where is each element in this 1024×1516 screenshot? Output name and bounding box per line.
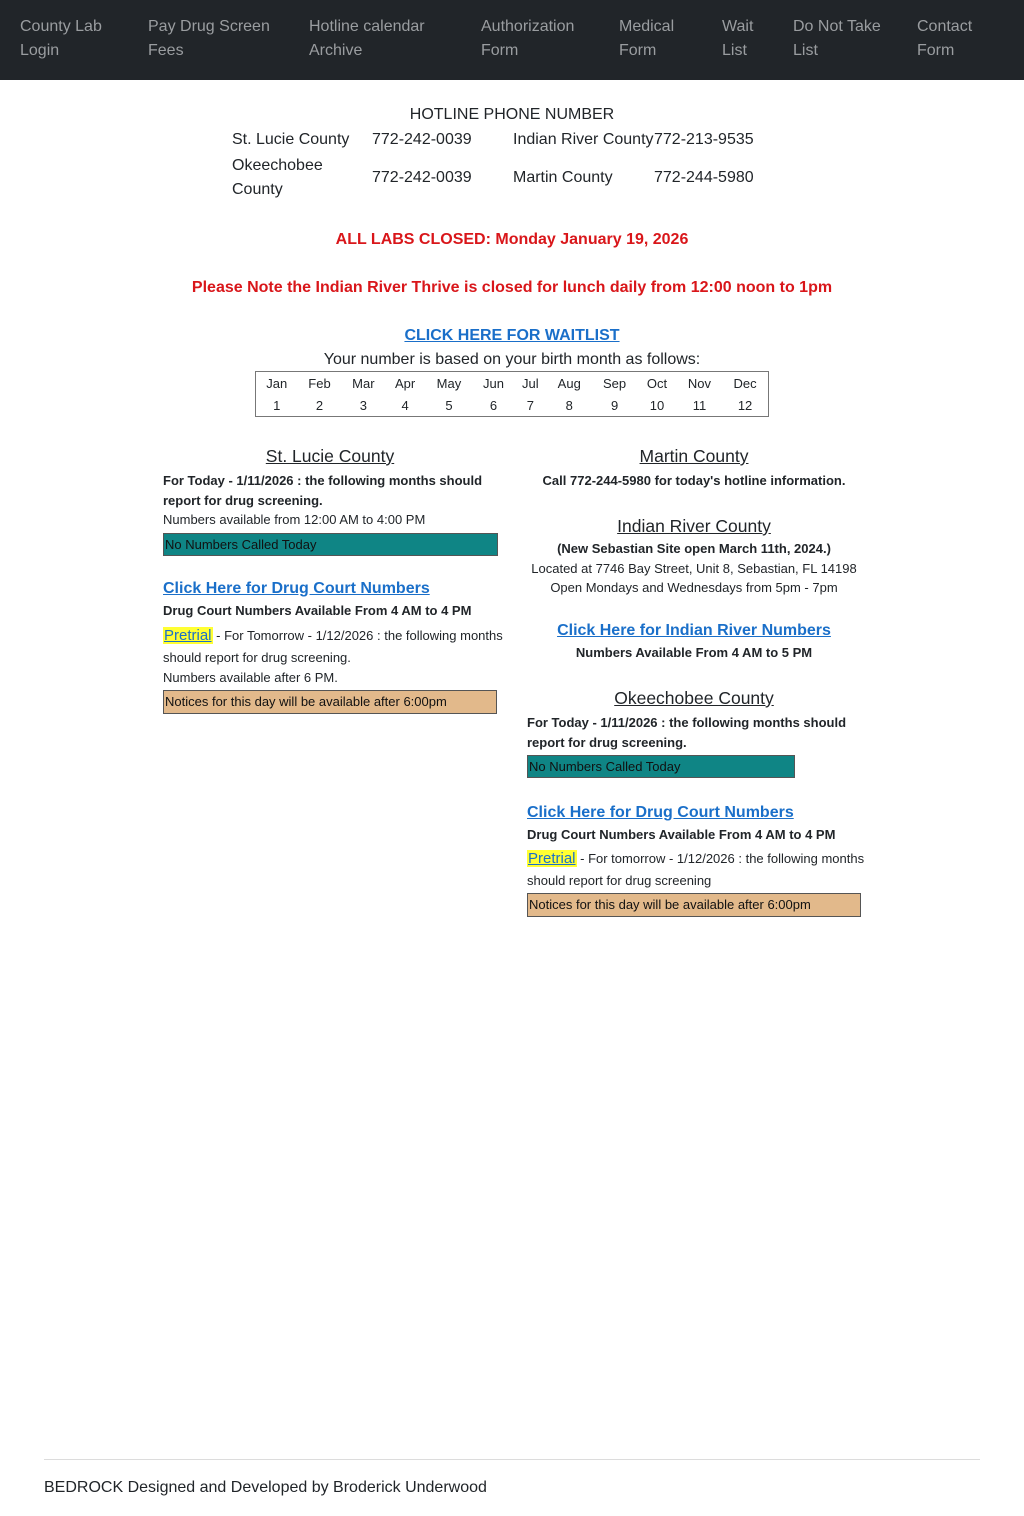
month-name: Jul: [522, 375, 539, 391]
okeechobee-status-badge: No Numbers Called Today: [527, 755, 795, 778]
nav-label: Form: [917, 42, 955, 59]
hotline-county-okeechobee-line2: County: [232, 181, 283, 198]
indian-river-numbers-hours: Numbers Available From 4 AM to 5 PM: [575, 645, 813, 660]
st-lucie-today-line1: For Today - 1/11/2026 : the following months should: [163, 473, 483, 488]
month-name: Dec: [733, 375, 757, 391]
hotline-phone-indian-river: 772-213-9535: [654, 131, 754, 148]
okeechobee-notice-badge: Notices for this day will be available after 6:00pm: [527, 893, 861, 917]
month-number: 2: [315, 397, 324, 413]
month-names-row: [256, 372, 769, 395]
nav-county-lab-login[interactable]: [20, 15, 102, 63]
nav-authorization-form[interactable]: [481, 15, 574, 63]
hotline-phone-martin: 772-244-5980: [654, 169, 754, 186]
okeechobee-pretrial-line2: should report for drug screening: [527, 873, 712, 888]
nav-wait-list[interactable]: [722, 15, 753, 63]
nav-label: Archive: [309, 42, 363, 59]
nav-label: Contact: [917, 18, 973, 35]
hotline-county-indian-river: Indian River County: [513, 131, 654, 148]
nav-label: Pay Drug Screen: [148, 18, 270, 35]
hotline-title: HOTLINE PHONE NUMBER: [409, 106, 615, 123]
hotline-phone-st-lucie: 772-242-0039: [372, 131, 472, 148]
indian-river-sebastian-note: (New Sebastian Site open March 11th, 2024.): [557, 541, 831, 556]
nav-label: Form: [481, 42, 519, 59]
st-lucie-notice-badge: Notices for this day will be available after 6:00pm: [163, 690, 497, 714]
hotline-county-st-lucie: St. Lucie County: [232, 131, 350, 148]
month-number: 9: [610, 397, 619, 413]
month-number: 6: [489, 397, 498, 413]
st-lucie-pretrial-link[interactable]: Pretrial: [164, 627, 212, 644]
month-name: Jan: [266, 375, 288, 391]
okeechobee-drug-court-link[interactable]: Click Here for Drug Court Numbers: [527, 804, 794, 821]
month-name: Oct: [646, 375, 668, 391]
indian-river-numbers-link[interactable]: Click Here for Indian River Numbers: [557, 622, 831, 639]
month-number: 8: [565, 397, 573, 413]
month-name: Nov: [687, 375, 712, 391]
hotline-county-martin: Martin County: [513, 169, 613, 186]
okeechobee-pretrial-text: - For tomorrow - 1/12/2026 : the following months: [576, 851, 865, 866]
nav-medical-form[interactable]: [619, 15, 674, 63]
waitlist-link-wrapper: [0, 325, 1024, 347]
lunch-closure-note: Please Note the Indian River Thrive is closed for lunch daily from 12:00 noon to 1pm: [191, 279, 833, 296]
st-lucie-pretrial-line1: [163, 626, 503, 646]
top-navigation: [0, 0, 1024, 80]
month-number: 5: [445, 397, 453, 413]
waitlist-link[interactable]: CLICK HERE FOR WAITLIST: [404, 327, 620, 344]
st-lucie-today-line2: report for drug screening.: [163, 493, 323, 508]
birth-month-note: Your number is based on your birth month as follows:: [323, 351, 701, 368]
month-name: Mar: [352, 375, 375, 391]
nav-do-not-take-list[interactable]: [793, 15, 881, 63]
nav-label: Authorization: [481, 18, 575, 35]
martin-info: Call 772-244-5980 for today's hotline information.: [542, 473, 846, 488]
labs-closed-alert: ALL LABS CLOSED: Monday January 19, 2026: [335, 231, 689, 248]
month-name: Sep: [602, 375, 627, 391]
st-lucie-title: St. Lucie County: [265, 446, 395, 466]
st-lucie-pretrial-available: Numbers available after 6 PM.: [163, 670, 338, 685]
nav-label: Form: [619, 42, 657, 59]
st-lucie-available: Numbers available from 12:00 AM to 4:00 PM: [163, 512, 426, 527]
nav-contact-form[interactable]: [917, 15, 972, 63]
month-name: Aug: [557, 375, 581, 391]
okeechobee-title: Okeechobee County: [614, 688, 774, 708]
indian-river-hours: Open Mondays and Wednesdays from 5pm - 7pm: [550, 580, 838, 595]
nav-label: List: [722, 42, 747, 59]
month-number: 12: [737, 397, 753, 413]
okeechobee-drug-court-hours: Drug Court Numbers Available From 4 AM to 4 PM: [527, 827, 836, 842]
nav-hotline-calendar-archive[interactable]: [309, 15, 425, 63]
month-numbers-row: [256, 394, 769, 417]
nav-label: County Lab: [20, 18, 102, 35]
nav-label: Fees: [148, 42, 184, 59]
month-number: 10: [649, 397, 665, 413]
nav-label: Do Not Take: [793, 18, 881, 35]
month-number: 11: [692, 397, 707, 413]
nav-label: Wait: [722, 18, 754, 35]
month-number: 4: [401, 397, 409, 413]
hotline-phone-okeechobee: 772-242-0039: [372, 169, 472, 186]
footer-divider: [44, 1459, 980, 1460]
month-number: 7: [526, 397, 534, 413]
nav-label: Medical: [619, 18, 675, 35]
okeechobee-today-line1: For Today - 1/11/2026 : the following months should: [527, 715, 847, 730]
martin-title: Martin County: [639, 446, 749, 466]
nav-pay-drug-screen-fees[interactable]: [148, 15, 270, 63]
month-number: 3: [359, 397, 367, 413]
st-lucie-drug-court-link[interactable]: Click Here for Drug Court Numbers: [163, 580, 430, 597]
birth-month-table: [255, 371, 769, 417]
indian-river-title: Indian River County: [617, 516, 771, 536]
month-name: Apr: [394, 375, 416, 391]
st-lucie-pretrial-text: - For Tomorrow - 1/12/2026 : the following months: [212, 628, 503, 643]
month-name: May: [436, 375, 462, 391]
st-lucie-drug-court-hours: Drug Court Numbers Available From 4 AM to 4 PM: [163, 603, 472, 618]
month-name: Feb: [308, 375, 331, 391]
st-lucie-status-badge: No Numbers Called Today: [163, 533, 498, 556]
month-name: Jun: [483, 375, 504, 391]
okeechobee-pretrial-link[interactable]: Pretrial: [528, 850, 576, 867]
nav-label: List: [793, 42, 818, 59]
hotline-county-okeechobee: Okeechobee: [232, 157, 323, 174]
okeechobee-today-line2: report for drug screening.: [527, 735, 687, 750]
nav-label: Login: [20, 42, 60, 59]
indian-river-location: Located at 7746 Bay Street, Unit 8, Sebastian, FL 14198: [531, 561, 857, 576]
okeechobee-pretrial-line1: [527, 849, 864, 869]
st-lucie-pretrial-line2: should report for drug screening.: [163, 650, 351, 665]
month-number: 1: [273, 397, 281, 413]
footer-credit: BEDROCK Designed and Developed by Broderick Underwood: [44, 1479, 487, 1496]
nav-label: Hotline calendar: [309, 18, 425, 35]
